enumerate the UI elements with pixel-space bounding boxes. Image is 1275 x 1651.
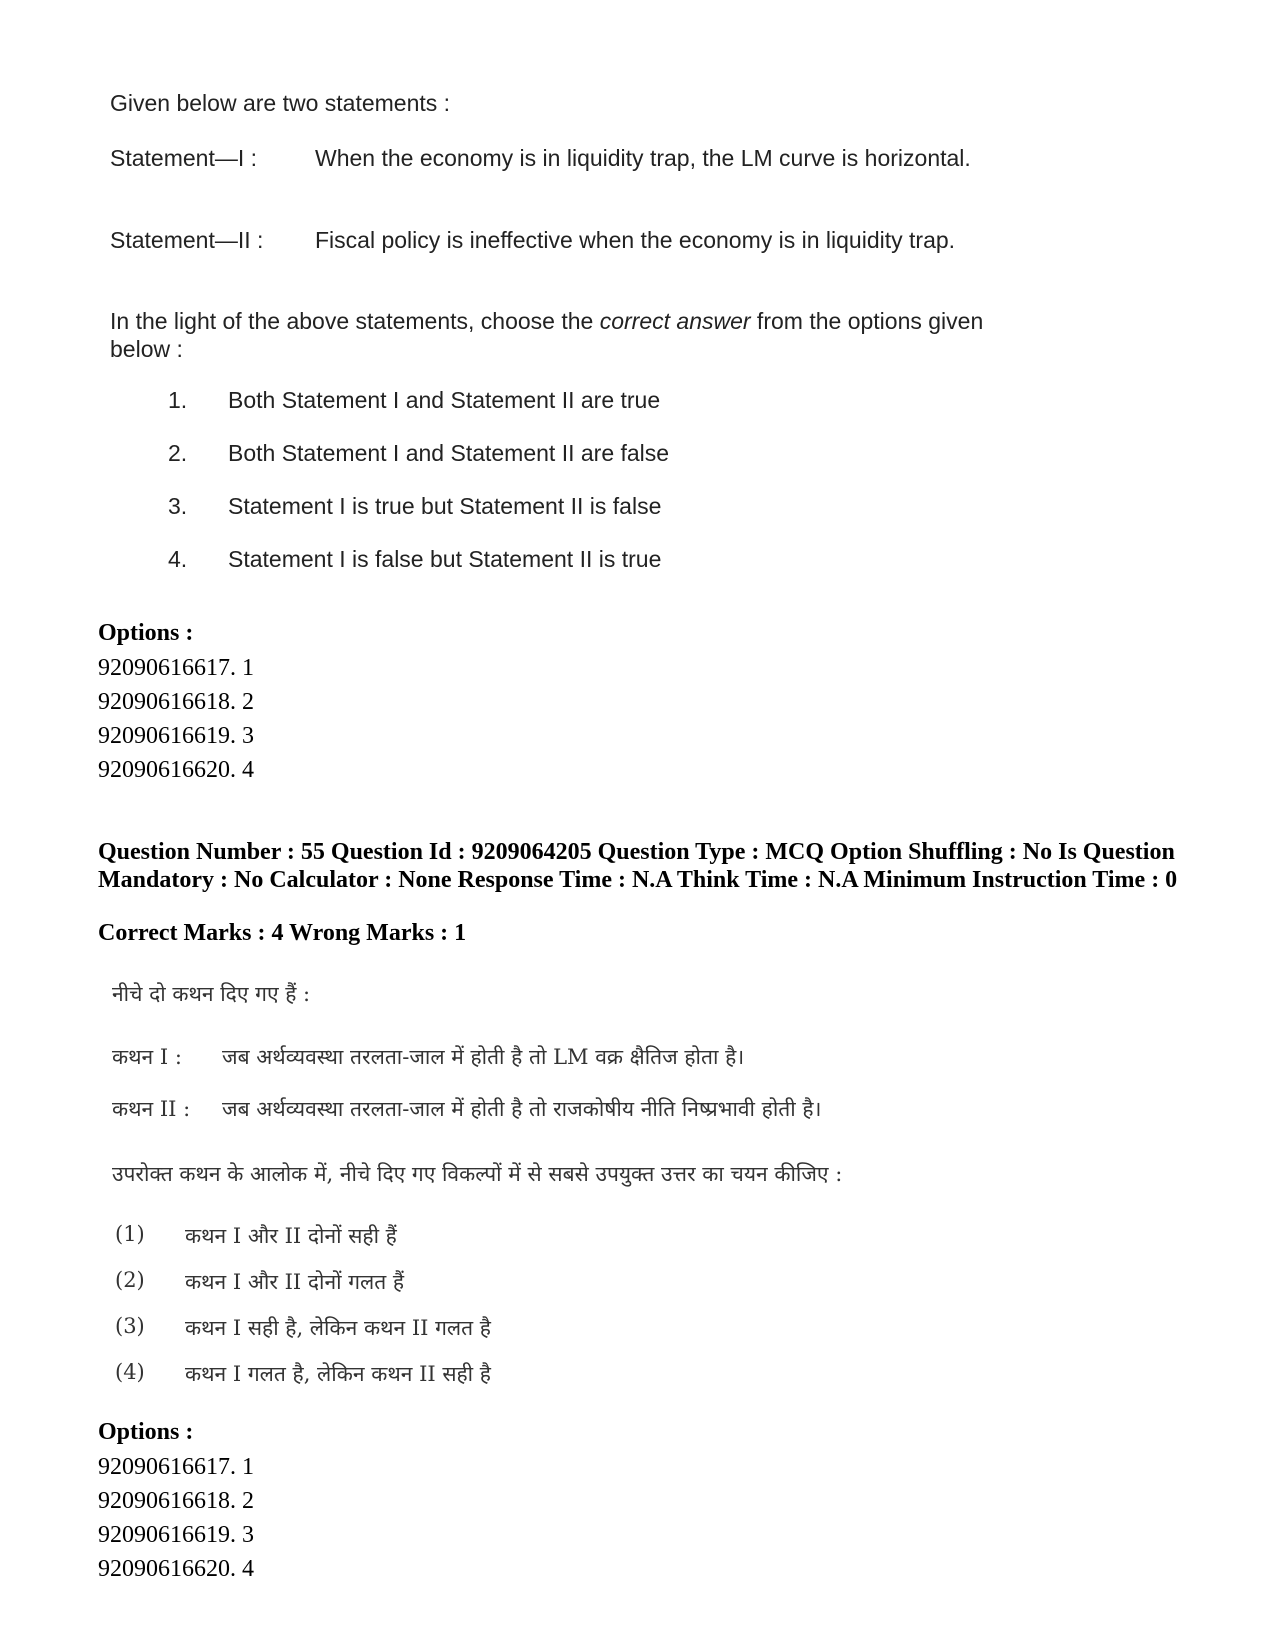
choice-number: 4. <box>168 546 188 572</box>
option-item: 92090616617. 1 <box>98 1454 254 1480</box>
hindi-choice <box>115 1360 491 1406</box>
choice-text: कथन I और II दोनों गलत हैं <box>185 1270 405 1294</box>
question-marks: Correct Marks : 4 Wrong Marks : 1 <box>98 920 467 946</box>
english-choice <box>168 439 669 492</box>
options-title: Options : <box>98 620 194 646</box>
english-statement-2 <box>110 226 990 254</box>
choice-text: Statement I is false but Statement II is true <box>228 546 662 572</box>
statement-2-label: Statement—II : <box>110 227 264 253</box>
options-list <box>98 1450 254 1586</box>
hindi-choice <box>115 1268 491 1314</box>
statement-1-text: When the economy is in liquidity trap, the LM curve is horizontal. <box>315 145 971 171</box>
option-item: 92090616620. 4 <box>98 757 254 783</box>
instruction-part-2: from the options given below : <box>110 308 984 362</box>
question-meta: Question Number : 55 Question Id : 9209064205 Question Type : MCQ Option Shuffling : No Is Question Mandatory : No Calculator : None Response Time : N.A Think Time : N.A Minimum Instruction Time : 0 <box>98 839 1178 893</box>
choice-text: Both Statement I and Statement II are false <box>228 440 670 466</box>
instruction-emphasis: correct answer <box>599 308 751 334</box>
option-item: 92090616618. 2 <box>98 689 254 715</box>
english-choice <box>168 386 669 439</box>
choice-number: 2. <box>168 440 188 466</box>
choice-text: Statement I is true but Statement II is false <box>228 493 662 519</box>
option-item: 92090616618. 2 <box>98 1488 254 1514</box>
options-list <box>98 651 254 787</box>
choice-number: (3) <box>115 1314 145 1338</box>
choice-text: Both Statement I and Statement II are true <box>228 387 661 413</box>
option-item: 92090616619. 3 <box>98 1522 254 1548</box>
statement-2-text: Fiscal policy is ineffective when the economy is in liquidity trap. <box>315 227 956 253</box>
hindi-statement-2-label: कथन II : <box>112 1097 191 1121</box>
english-choices <box>168 386 669 598</box>
hindi-statement-1 <box>112 1043 744 1071</box>
choice-number: (2) <box>115 1268 145 1292</box>
instruction-part-1: In the light of the above statements, choose the <box>110 308 600 334</box>
english-choice <box>168 492 669 545</box>
choice-text: कथन I गलत है, लेकिन कथन II सही है <box>185 1362 491 1386</box>
option-item: 92090616619. 3 <box>98 723 254 749</box>
choice-number: 3. <box>168 493 188 519</box>
hindi-instruction: उपरोक्त कथन के आलोक में, नीचे दिए गए विकल्पों में से सबसे उपयुक्त उत्तर का चयन कीजिए : <box>112 1162 843 1186</box>
hindi-choice <box>115 1222 491 1268</box>
english-intro: Given below are two statements : <box>110 90 451 116</box>
choice-number: (1) <box>115 1222 145 1246</box>
choice-number: (4) <box>115 1360 145 1384</box>
hindi-choice <box>115 1314 491 1360</box>
hindi-statement-2-text: जब अर्थव्यवस्था तरलता-जाल में होती है तो राजकोषीय नीति निष्प्रभावी होती है। <box>222 1097 822 1121</box>
options-title: Options : <box>98 1419 194 1445</box>
choice-text: कथन I और II दोनों सही हैं <box>185 1224 397 1248</box>
statement-1-label: Statement—I : <box>110 145 258 171</box>
hindi-statement-1-text: जब अर्थव्यवस्था तरलता-जाल में होती है तो LM वक्र क्षैतिज होता है। <box>222 1045 745 1069</box>
english-statement-1 <box>110 144 990 172</box>
choice-number: 1. <box>168 387 188 413</box>
hindi-statement-2 <box>112 1095 821 1123</box>
english-choice <box>168 545 669 598</box>
hindi-intro: नीचे दो कथन दिए गए हैं : <box>112 982 311 1006</box>
choice-text: कथन I सही है, लेकिन कथन II गलत है <box>185 1316 491 1340</box>
option-item: 92090616617. 1 <box>98 655 254 681</box>
english-instruction <box>110 307 990 363</box>
option-item: 92090616620. 4 <box>98 1556 254 1582</box>
hindi-choices <box>115 1222 491 1406</box>
hindi-statement-1-label: कथन I : <box>112 1045 182 1069</box>
